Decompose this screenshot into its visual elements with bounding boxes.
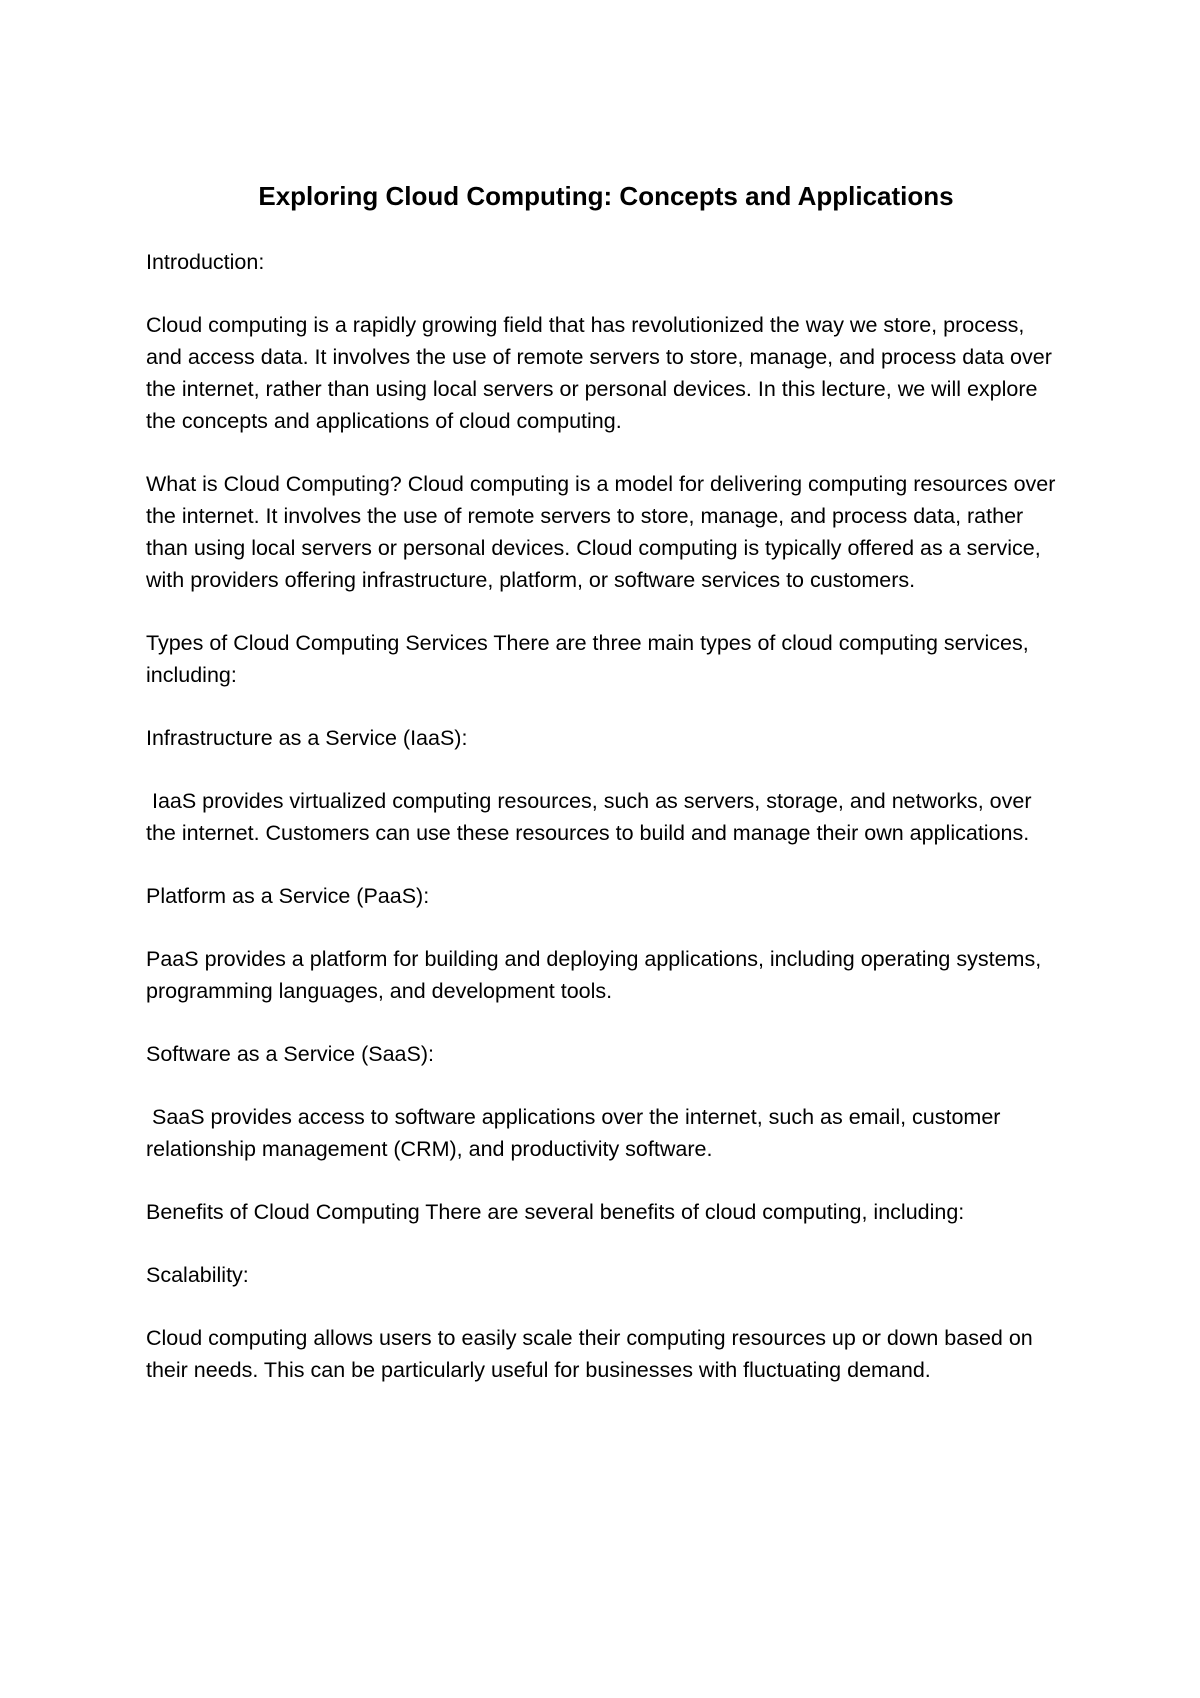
paragraph-types: Types of Cloud Computing Services There are three main types of cloud computing services, including: xyxy=(146,631,1029,687)
paragraph-paas: PaaS provides a platform for building and deploying applications, including operating systems, programming languages, and development tools. xyxy=(146,947,1042,1003)
heading-saas: Software as a Service (SaaS): xyxy=(146,1042,434,1066)
document-title: Exploring Cloud Computing: Concepts and Applications xyxy=(258,181,954,211)
heading-introduction: Introduction: xyxy=(146,250,265,274)
heading-paas: Platform as a Service (PaaS): xyxy=(146,884,430,908)
heading-iaas: Infrastructure as a Service (IaaS): xyxy=(146,726,468,750)
paragraph-scalability: Cloud computing allows users to easily scale their computing resources up or down based on their needs. This can be particularly useful for businesses with fluctuating demand. xyxy=(146,1326,1033,1382)
paragraph-benefits: Benefits of Cloud Computing There are several benefits of cloud computing, including: xyxy=(146,1200,965,1224)
heading-scalability: Scalability: xyxy=(146,1263,249,1287)
document-body xyxy=(146,176,1066,1417)
paragraph-introduction: Cloud computing is a rapidly growing field that has revolutionized the way we store, process, and access data. It involves the use of remote servers to store, manage, and process data over the internet, rather than using local servers or personal devices. In this lecture, we will explore the concepts and applications of cloud computing. xyxy=(146,313,1052,433)
paragraph-saas: SaaS provides access to software applications over the internet, such as email, customer relationship management (CRM), and productivity software. xyxy=(146,1105,1007,1161)
paragraph-iaas: IaaS provides virtualized computing resources, such as servers, storage, and networks, over the internet. Customers can use these resources to build and manage their own applications. xyxy=(146,789,1038,845)
paragraph-what-is-cloud: What is Cloud Computing? Cloud computing is a model for delivering computing resources over the internet. It involves the use of remote servers to store, manage, and process data, rather than using local servers or personal devices. Cloud computing is typically offered as a service, with providers offering infrastructure, platform, or software services to customers. xyxy=(146,472,1056,592)
